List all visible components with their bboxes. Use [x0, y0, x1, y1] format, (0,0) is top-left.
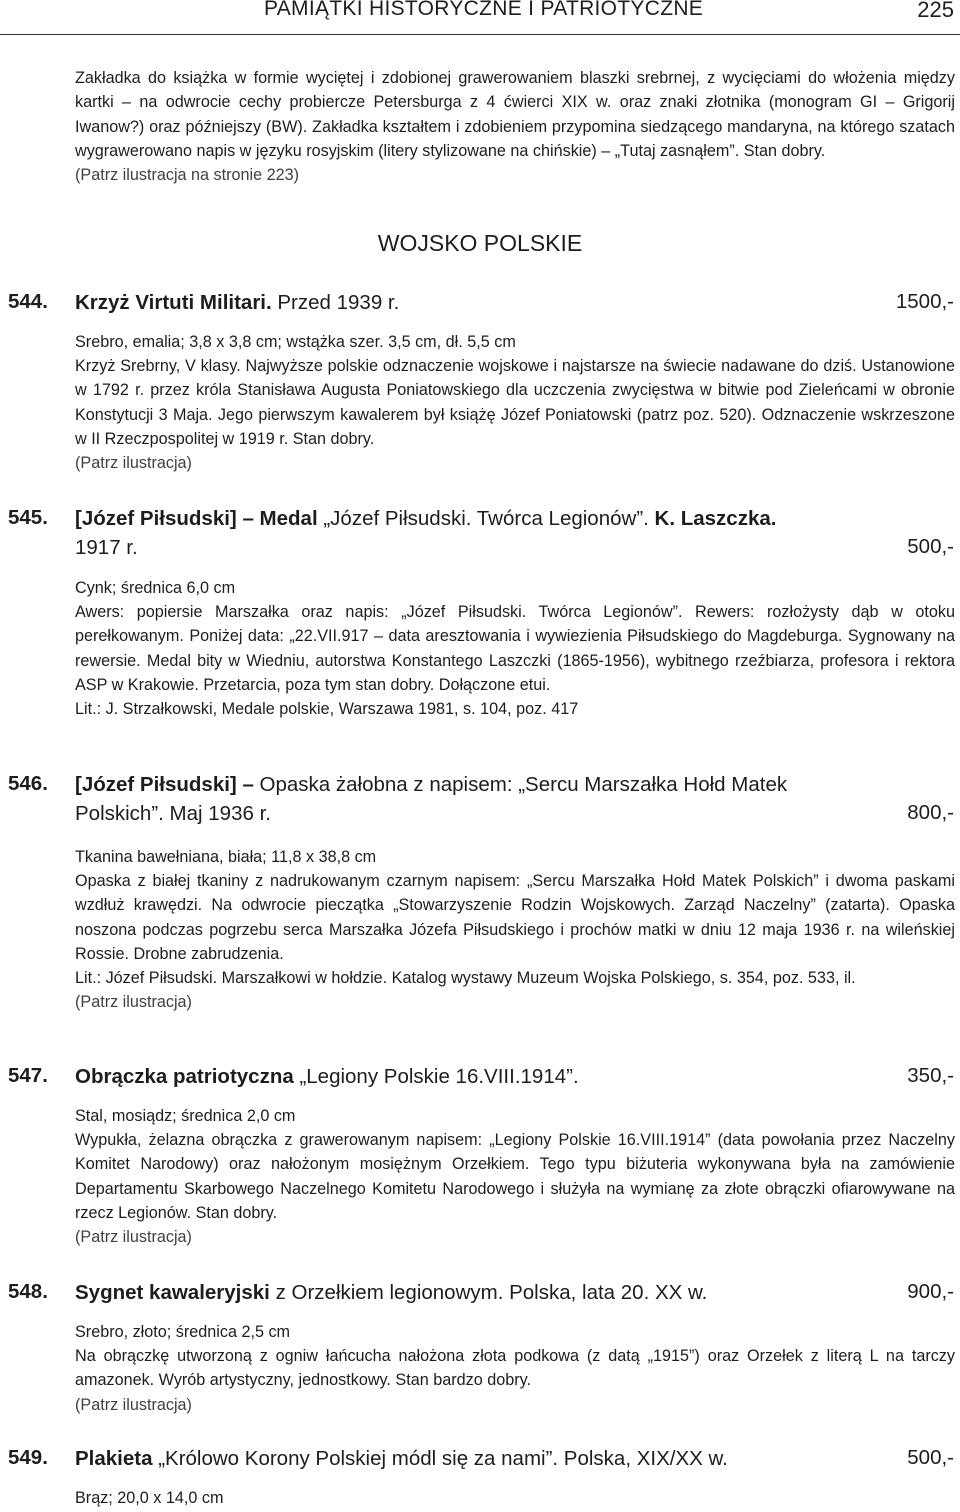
lot-title-rest: z Orzełkiem legionowym. Polska, lata 20. XX w. [269, 1281, 708, 1304]
lot-price: 500,- [907, 535, 954, 558]
lot-number: 547. [8, 1064, 48, 1087]
lot-literature: Lit.: J. Strzałkowski, Medale polskie, Warszawa 1981, s. 104, poz. 417 [75, 700, 579, 719]
lot-title [75, 1444, 955, 1473]
lot-material: Tkanina bawełniana, biała; 11,8 x 38,8 cm [75, 848, 377, 866]
lot-title-rest: Przed 1939 r. [271, 291, 400, 314]
lot-title-bold: [Józef Piłsudski] – [75, 773, 254, 796]
lot-reference: (Patrz ilustracja) [75, 993, 192, 1012]
lot-number: 549. [8, 1446, 48, 1469]
lot-description: Krzyż Srebrny, V klasy. Najwyższe polskie odznaczenie wojskowe i najstarsze na świecie nadawane do dziś. Ustanowione w 1792 r. przez króla Stanisława Augusta Poniatowskiego dla uczczenia zwycięstwa w bitwie pod Zieleńcami w obronie Konstytucji 3 Maja. Jego pierwszym kawalerem był książę Józef Poniatowski (patrz poz. 520). Odznaczenie wskrzeszone w II Rzeczpospolitej w 1919 r. Stan dobry. [75, 357, 955, 448]
lot-title-bold: [Józef Piłsudski] – Medal [75, 507, 318, 530]
lot-details [75, 845, 955, 1014]
page-number: 225 [917, 0, 954, 22]
lot-title [75, 504, 955, 562]
header-rule [0, 34, 960, 35]
lot-title-line2: 1917 r. [75, 536, 138, 559]
lot-title-bold: Krzyż Virtuti Militari. [75, 291, 272, 314]
lot-details [75, 1104, 955, 1249]
lot-price: 800,- [907, 801, 954, 824]
lot-material: Cynk; średnica 6,0 cm [75, 579, 236, 597]
lot-number: 546. [8, 772, 48, 795]
running-section-title: PAMIĄTKI HISTORYCZNE I PATRIOTYCZNE [264, 0, 704, 20]
lot-material: Brąz; 20,0 x 14,0 cm [75, 1489, 224, 1507]
lot-title-bold: Sygnet kawaleryjski [75, 1281, 270, 1304]
lot-title-rest: Opaska żałobna z napisem: „Sercu Marszałka Hołd Matek [253, 773, 788, 796]
lot-title-rest: „Legiony Polskie 16.VIII.1914”. [293, 1065, 579, 1088]
lot-title [75, 770, 955, 828]
lot-title-rest: „Józef Piłsudski. Twórca Legionów”. [317, 507, 649, 530]
lot-title [75, 1278, 955, 1307]
section-heading: WOJSKO POLSKIE [377, 230, 583, 256]
lot-price: 1500,- [895, 290, 954, 313]
lot-price: 900,- [907, 1280, 954, 1303]
lot-title [75, 1062, 955, 1091]
lot-title [75, 288, 955, 317]
lot-title-line2: Polskich”. Maj 1936 r. [75, 802, 271, 825]
lot-price: 350,- [907, 1064, 954, 1087]
lot-description: Opaska z białej tkaniny z nadrukowanym czarnym napisem: „Sercu Marszałka Hołd Matek Polskich” i dwoma paskami wzdłuż krawędzi. Na odwrocie pieczątka „Stowarzyszenie Rodzin Wojskowych. Zarząd Naczelny” (zatarta). Opaska noszona podczas pogrzebu serca Marszałka Józefa Piłsudskiego i prochów matki w dniu 12 maja 1936 r. na wileńskiej Rossie. Drobne zabrudzenia. [75, 872, 955, 963]
lot-number: 544. [8, 290, 48, 313]
lot-reference: (Patrz ilustracja) [75, 1395, 192, 1414]
lot-title-bold: Plakieta [75, 1447, 153, 1470]
lot-description: Awers: popiersie Marszałka oraz napis: „Józef Piłsudski. Twórca Legionów”. Rewers: rozłożysty dąb w otoku perełkowanym. Poniżej data: „22.VII.917 – data aresztowania i wywiezienia Piłsudskiego do Magdeburga. Sygnowany na rewersie. Medal bity w Wiedniu, autorstwa Konstantego Laszczki (1865-1956), wybitnego rzeźbiarza, profesora i rektora ASP w Krakowie. Przetarcia, poza tym stan dobry. Dołączone etui. [75, 603, 955, 694]
lot-description: Na obrączkę utworzoną z ogniw łańcucha nałożona złota podkowa (z datą „1915”) oraz Orzełek z literą L na tarczy amazonek. Wyrób artystyczny, jednostkowy. Stan bardzo dobry. [75, 1347, 955, 1390]
lot-number: 545. [8, 506, 48, 529]
lot-price: 500,- [907, 1446, 954, 1469]
intro-text: Zakładka do książka w formie wyciętej i zdobionej grawerowaniem blaszki srebrnej, z wycięciami do włożenia między kartki – na odwrocie cechy probiercze Petersburga z 4 ćwierci XIX w. oraz znaki złotnika (monogram GI – Grigorij Iwanow?) oraz późniejszy (BW). Zakładka kształtem i zdobieniem przypomina siedzącego mandaryna, na którego szatach wygrawerowano napis w języku rosyjskim (litery stylizowane na chińskie) – „Tutaj zasnąłem”. Stan dobry. [75, 69, 955, 160]
lot-details [75, 576, 955, 721]
lot-reference: (Patrz ilustracja) [75, 1228, 192, 1247]
lot-number: 548. [8, 1280, 48, 1303]
lot-details [75, 1486, 955, 1510]
page-header [0, 0, 960, 36]
lot-material: Srebro, emalia; 3,8 x 3,8 cm; wstążka szer. 3,5 cm, dł. 5,5 cm [75, 333, 516, 351]
lot-details [75, 1320, 955, 1417]
lot-literature: Lit.: Józef Piłsudski. Marszałkowi w hołdzie. Katalog wystawy Muzeum Wojska Polskiego, s. 354, poz. 533, il. [75, 969, 856, 988]
intro-reference: (Patrz ilustracja na stronie 223) [75, 166, 300, 185]
lot-material: Srebro, złoto; średnica 2,5 cm [75, 1323, 291, 1341]
intro-paragraph [75, 66, 955, 187]
lot-title-rest: „Królowo Korony Polskiej módl się za nami”. Polska, XIX/XX w. [152, 1447, 728, 1470]
lot-details [75, 330, 955, 475]
lot-reference: (Patrz ilustracja) [75, 454, 192, 473]
lot-description: Wypukła, żelazna obrączka z grawerowanym napisem: „Legiony Polskie 16.VIII.1914” (data powołania przez Naczelny Komitet Narodowy) oraz nałożonym mosiężnym Orzełkiem. Tego typu biżuteria wykonywana była na zamówienie Departamentu Skarbowego Naczelnego Komitetu Narodowego i służyła na wymianę za złote obrączki ofiarowywane na rzecz Legionów. Stan dobry. [75, 1131, 955, 1222]
lot-title-bold-author: K. Laszczka. [648, 507, 777, 530]
lot-material: Stal, mosiądz; średnica 2,0 cm [75, 1107, 296, 1125]
lot-title-bold: Obrączka patriotyczna [75, 1065, 294, 1088]
